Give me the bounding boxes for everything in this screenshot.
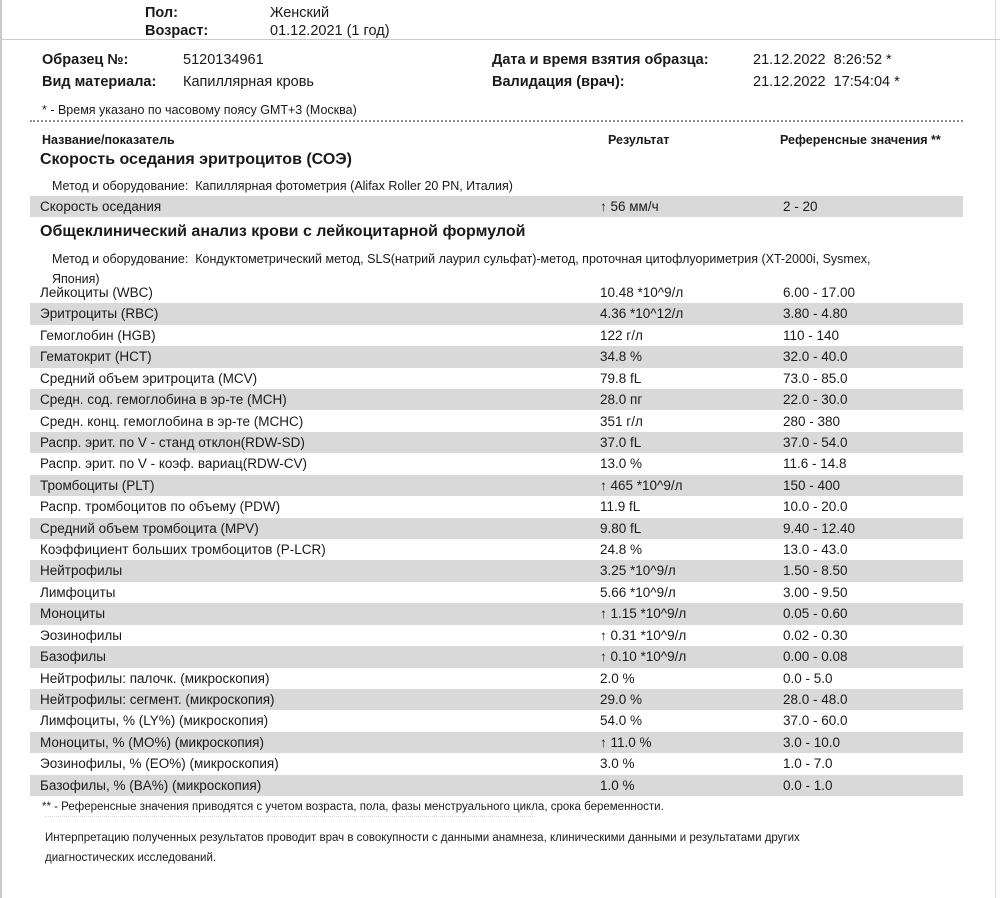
table-row	[30, 368, 963, 389]
row-parameter-name: Базофилы, % (BA%) (микроскопия)	[40, 777, 262, 793]
row-result-value: ↑ 0.10 *10^9/л	[600, 649, 687, 665]
table-row	[30, 539, 963, 560]
row-reference-range: 13.0 - 43.0	[783, 542, 848, 558]
row-result-value: 13.0 %	[600, 456, 643, 472]
row-reference-range: 3.0 - 10.0	[783, 734, 841, 750]
row-reference-range: 11.6 - 14.8	[783, 456, 847, 472]
row-parameter-name: Моноциты	[40, 606, 106, 622]
row-result-value: ↑ 56 мм/ч	[600, 199, 659, 214]
sex-value: Женский	[270, 5, 330, 21]
sample-number-label: Образец №:	[42, 52, 129, 68]
table-row	[30, 710, 963, 731]
row-parameter-name: Средн. сод. гемоглобина в эр-те (MCH)	[40, 392, 287, 408]
section-method-cbc-line1: Метод и оборудование: Кондуктометрический метод, SLS(натрий лаурил сульфат)-метод, проточная цитофлуориметрия (XT-2000i, Sysmex,	[52, 252, 871, 266]
row-parameter-name: Эозинофилы, % (EO%) (микроскопия)	[40, 756, 279, 772]
page-left-edge	[0, 0, 2, 898]
timezone-footnote: * - Время указано по часовому поясу GMT+3 (Москва)	[42, 103, 357, 117]
row-reference-range: 0.00 - 0.08	[783, 649, 848, 665]
row-reference-range: 1.0 - 7.0	[783, 756, 833, 772]
column-header-name: Название/показатель	[42, 133, 175, 147]
row-reference-range: 2 - 20	[783, 199, 818, 214]
header-divider	[0, 39, 1000, 40]
section-divider-dotted	[30, 120, 963, 122]
footnote-divider-faint	[45, 816, 535, 817]
row-result-value: 351 г/л	[600, 413, 643, 429]
row-parameter-name: Скорость оседания	[40, 199, 162, 214]
row-result-value: 3.25 *10^9/л	[600, 563, 676, 579]
row-reference-range: 22.0 - 30.0	[783, 392, 848, 408]
row-result-value: ↑ 0.31 *10^9/л	[600, 627, 687, 643]
row-reference-range: 6.00 - 17.00	[783, 285, 856, 300]
row-result-value: 37.0 fL	[600, 434, 642, 450]
collection-datetime-label: Дата и время взятия образца:	[492, 52, 709, 68]
row-result-value: 10.48 *10^9/л	[600, 285, 684, 300]
table-row	[30, 432, 963, 453]
table-row	[30, 560, 963, 581]
table-row	[30, 282, 963, 303]
table-row	[30, 325, 963, 346]
validation-value: 21.12.2022 17:54:04 *	[753, 74, 900, 90]
sample-number-value: 5120134961	[183, 52, 264, 68]
row-reference-range: 0.0 - 1.0	[783, 777, 833, 793]
table-row	[30, 303, 963, 324]
table-row	[30, 775, 963, 796]
row-parameter-name: Гемоглобин (HGB)	[40, 327, 156, 343]
table-row	[30, 518, 963, 539]
row-parameter-name: Средн. конц. гемоглобина в эр-те (MCHC)	[40, 413, 304, 429]
row-result-value: 122 г/л	[600, 327, 643, 343]
row-reference-range: 1.50 - 8.50	[783, 563, 848, 579]
section-title-cbc: Общеклинический анализ крови с лейкоцитарной формулой	[40, 223, 526, 240]
row-result-value: 28.0 пг	[600, 392, 643, 408]
row-parameter-name: Распр. тромбоцитов по объему (PDW)	[40, 499, 281, 515]
row-reference-range: 0.02 - 0.30	[783, 627, 848, 643]
row-parameter-name: Распр. эрит. по V - коэф. вариац(RDW-CV)	[40, 456, 307, 472]
row-reference-range: 32.0 - 40.0	[783, 349, 848, 365]
column-header-result: Результат	[608, 133, 670, 147]
row-reference-range: 3.00 - 9.50	[783, 584, 848, 600]
row-reference-range: 37.0 - 54.0	[783, 434, 848, 450]
row-reference-range: 150 - 400	[783, 477, 841, 493]
row-parameter-name: Моноциты, % (MO%) (микроскопия)	[40, 734, 264, 750]
row-parameter-name: Нейтрофилы: палочк. (микроскопия)	[40, 670, 270, 686]
table-row	[30, 453, 963, 474]
table-row	[30, 646, 963, 667]
row-parameter-name: Распр. эрит. по V - станд отклон(RDW-SD)	[40, 434, 305, 450]
section-title-esr: Скорость оседания эритроцитов (СОЭ)	[40, 151, 352, 168]
table-row	[30, 689, 963, 710]
table-row	[30, 582, 963, 603]
age-label: Возраст:	[145, 23, 209, 39]
row-reference-range: 280 - 380	[783, 413, 841, 429]
material-value: Капиллярная кровь	[183, 74, 314, 90]
row-parameter-name: Тромбоциты (PLT)	[40, 477, 155, 493]
table-row	[30, 668, 963, 689]
page-right-edge	[995, 0, 996, 898]
row-result-value: ↑ 465 *10^9/л	[600, 477, 683, 493]
row-result-value: 11.9 fL	[600, 499, 641, 515]
row-result-value: 79.8 fL	[600, 370, 642, 386]
table-row	[30, 196, 963, 217]
row-reference-range: 0.05 - 0.60	[783, 606, 848, 622]
age-value: 01.12.2021 (1 год)	[270, 23, 390, 39]
row-parameter-name: Средний объем эритроцита (MCV)	[40, 370, 258, 386]
row-parameter-name: Коэффициент больших тромбоцитов (P-LCR)	[40, 542, 326, 558]
row-parameter-name: Нейтрофилы: сегмент. (микроскопия)	[40, 691, 275, 707]
collection-datetime-value: 21.12.2022 8:26:52 *	[753, 52, 892, 68]
table-row	[30, 346, 963, 367]
table-row	[30, 475, 963, 496]
row-parameter-name: Гематокрит (HCT)	[40, 349, 152, 365]
row-parameter-name: Нейтрофилы	[40, 563, 123, 579]
row-parameter-name: Лимфоциты	[40, 584, 116, 600]
row-parameter-name: Средний объем тромбоцита (MPV)	[40, 520, 259, 536]
row-result-value: 1.0 %	[600, 777, 635, 793]
row-reference-range: 9.40 - 12.40	[783, 520, 856, 536]
table-row	[30, 732, 963, 753]
table-row	[30, 753, 963, 774]
material-label: Вид материала:	[42, 74, 157, 90]
row-result-value: 34.8 %	[600, 349, 643, 365]
row-reference-range: 110 - 140	[783, 327, 840, 343]
table-row	[30, 603, 963, 624]
section-method-cbc-line2: Япония)	[52, 272, 100, 286]
row-result-value: ↑ 11.0 %	[600, 734, 652, 750]
row-parameter-name: Эритроциты (RBC)	[40, 306, 159, 322]
row-reference-range: 73.0 - 85.0	[783, 370, 848, 386]
row-reference-range: 0.0 - 5.0	[783, 670, 833, 686]
row-parameter-name: Лейкоциты (WBC)	[40, 285, 153, 300]
row-result-value: 5.66 *10^9/л	[600, 584, 676, 600]
row-result-value: 54.0 %	[600, 713, 643, 729]
row-reference-range: 28.0 - 48.0	[783, 691, 848, 707]
row-parameter-name: Базофилы	[40, 649, 106, 665]
section-method-esr: Метод и оборудование: Капиллярная фотометрия (Alifax Roller 20 PN, Италия)	[52, 179, 513, 193]
row-reference-range: 10.0 - 20.0	[783, 499, 848, 515]
row-result-value: 24.8 %	[600, 542, 643, 558]
row-reference-range: 3.80 - 4.80	[783, 306, 848, 322]
row-result-value: 4.36 *10^12/л	[600, 306, 684, 322]
row-parameter-name: Эозинофилы	[40, 627, 122, 643]
row-result-value: 9.80 fL	[600, 520, 642, 536]
row-reference-range: 37.0 - 60.0	[783, 713, 848, 729]
row-parameter-name: Лимфоциты, % (LY%) (микроскопия)	[40, 713, 269, 729]
sex-label: Пол:	[145, 5, 178, 21]
row-result-value: ↑ 1.15 *10^9/л	[600, 606, 687, 622]
interpretation-note-line2: диагностических исследований.	[45, 852, 217, 864]
interpretation-note-line1: Интерпретацию полученных результатов проводит врач в совокупности с данными анамнеза, клиническими данными и результатами других	[45, 832, 800, 844]
column-header-reference: Референсные значения **	[780, 133, 941, 147]
reference-values-footnote: ** - Референсные значения приводятся с учетом возраста, пола, фазы менструального цикла, срока беременности.	[42, 801, 664, 813]
table-row	[30, 496, 963, 517]
table-row	[30, 411, 963, 432]
table-row	[30, 389, 963, 410]
validation-label: Валидация (врач):	[492, 74, 625, 90]
table-row	[30, 625, 963, 646]
row-result-value: 2.0 %	[600, 670, 635, 686]
row-result-value: 29.0 %	[600, 691, 643, 707]
row-result-value: 3.0 %	[600, 756, 635, 772]
